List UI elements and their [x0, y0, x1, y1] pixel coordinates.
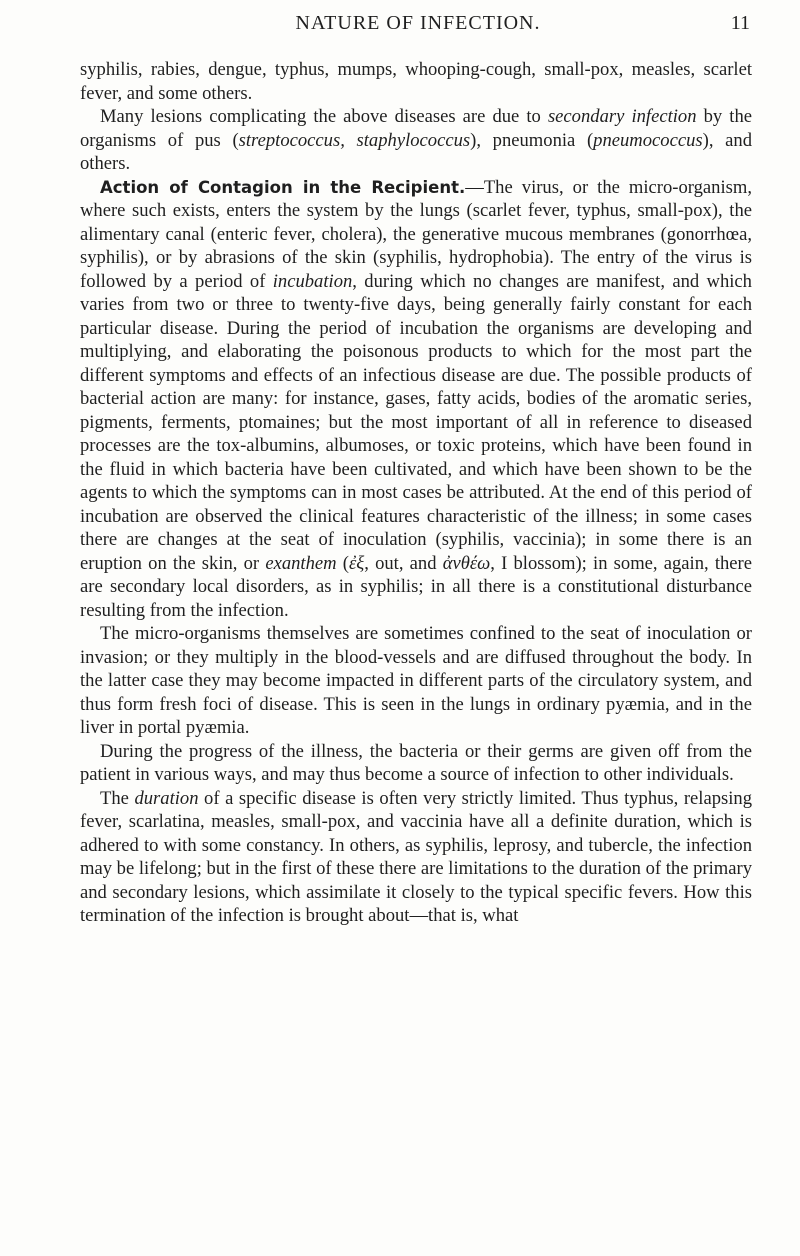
- text-run: by the organisms of pus (: [80, 106, 752, 151]
- text-run: The: [100, 787, 135, 809]
- italic-term: incubation: [272, 270, 353, 292]
- text-run: —The virus, or the micro-organism, where such exists, enters the system by the lungs (scarlet fever, typhus, small-pox), the alimentary canal (enteric fever, cholera), the generative mucous membranes (gonorrhœa, syphilis), or by abrasions of the skin (syphilis, hydrophobia). The entry of the virus is followed by a period of: [80, 176, 752, 292]
- greek-term: ἀνθέω: [442, 552, 491, 574]
- italic-term: secondary infection: [547, 106, 697, 127]
- paragraph-3: [80, 176, 752, 623]
- paragraph-2: [80, 105, 752, 176]
- running-head: [86, 12, 750, 42]
- paragraph-4: The micro-organisms themselves are sometimes confined to the seat of inoculation or invasion; or they multiply in the blood-vessels and are diffused throughout the body. In the latter case they may become impacted in different parts of the circulatory system, and thus form fresh foci of disease. This is seen in the lungs in ordinary pyæmia, and in the liver in portal pyæmia.: [80, 623, 752, 738]
- paragraph-1: syphilis, rabies, dengue, typhus, mumps, whooping-cough, small-pox, measles, scarlet fever, and some others.: [80, 59, 752, 104]
- italic-term: pneumococcus: [593, 129, 703, 151]
- text-run: ), pneumonia (: [470, 129, 594, 151]
- paragraph-5: During the progress of the illness, the bacteria or their germs are given off from the patient in various ways, and may thus become a source of infection to other individuals.: [80, 740, 752, 785]
- text-run: (: [336, 552, 349, 574]
- paragraph-6: [80, 787, 752, 928]
- text-run: ), and others.: [80, 129, 752, 174]
- italic-term: exanthem: [265, 552, 337, 574]
- section-heading: Action of Contagion in the Recipient.: [100, 177, 466, 197]
- running-title: NATURE OF INFECTION.: [295, 12, 541, 34]
- italic-term: duration: [134, 787, 199, 809]
- text-run: , I blossom); in some, again, there are secondary local disorders, as in syphilis; in all there is a constitutional disturbance resulting from the infection.: [80, 552, 752, 621]
- page-number: 11: [730, 12, 750, 34]
- text-run: of a specific disease is often very strictly limited. Thus typhus, relapsing fever, scarlatina, measles, small-pox, and vaccinia have all a definite duration, which is adhered to with some constancy. In others, as syphilis, leprosy, and tubercle, the infection may be lifelong; but in the first of these there are limitations to the duration of the primary and secondary lesions, which assimilate it closely to the typical specific fevers. How this termination of the infection is brought about—that is, what: [80, 787, 753, 926]
- body-text: [80, 58, 752, 928]
- greek-term: ἐξ: [348, 552, 365, 574]
- text-run: Many lesions complicating the above diseases are due to: [100, 106, 548, 127]
- text-run: , out, and: [364, 552, 443, 574]
- italic-term: streptococcus, staphylococcus: [238, 129, 471, 151]
- text-run: , during which no changes are manifest, and which varies from two or three to twenty-five days, being generally fairly constant for each particular disease. During the period of incubation the organisms are developing and multiplying, and elaborating the poisonous products to which for the most part the different symptoms and effects of an infectious disease are due. The possible products of bacterial action are many: for instance, gases, fatty acids, bodies of the aromatic series, pigments, ferments, ptomaines; but the most important of all in reference to diseased processes are the tox-albumins, albumoses, or toxic proteins, which have been found in the fluid in which bacteria have been cultivated, and which have been shown to be the agents to which the symptoms can in most cases be attributed. At the end of this period of incubation are observed the clinical features characteristic of the illness; in some cases there are changes at the seat of inoculation (syphilis, vaccinia); in some there is an eruption on the skin, or: [80, 270, 752, 574]
